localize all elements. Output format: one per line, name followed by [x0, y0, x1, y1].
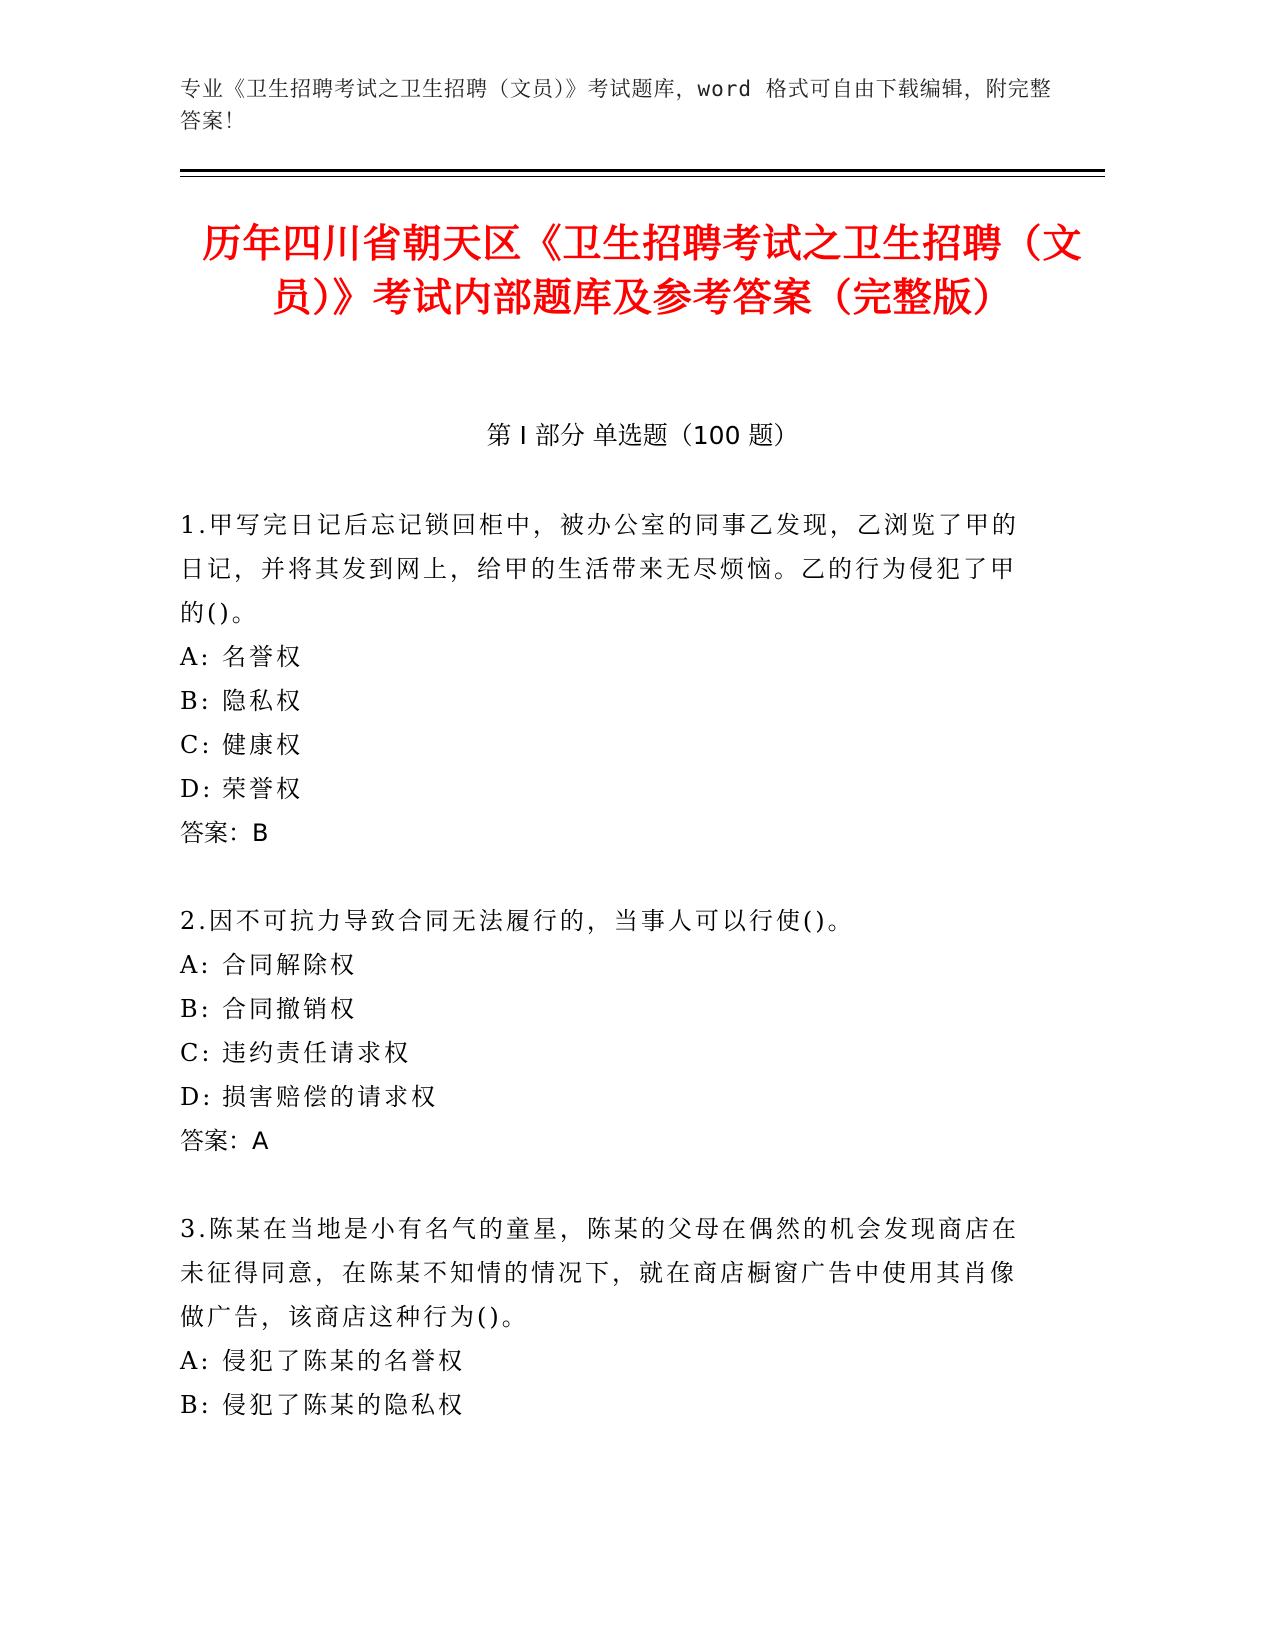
option-text: 侵犯了陈某的隐私权	[222, 1391, 465, 1419]
question-stem: 1.甲写完日记后忘记锁回柜中，被办公室的同事乙发现，乙浏览了甲的日记，并将其发到网上，给甲的生活带来无尽烦恼。乙的行为侵犯了甲的()。	[180, 511, 1019, 627]
option-letter: A:	[180, 951, 212, 979]
option-text: 名誉权	[222, 643, 303, 671]
answer-line: 答案：A	[180, 1127, 269, 1155]
question-list	[180, 503, 1020, 1471]
option-a	[180, 635, 1020, 679]
option-d	[180, 1075, 1020, 1119]
option-text: 健康权	[222, 731, 303, 759]
option-b	[180, 1383, 1020, 1427]
header-divider-thin	[180, 176, 1105, 177]
section-title: 第 I 部分 单选题（100 题）	[486, 421, 799, 450]
question-3	[180, 1207, 1020, 1427]
option-text: 合同撤销权	[222, 995, 357, 1023]
option-letter: A:	[180, 643, 212, 671]
option-text: 侵犯了陈某的名誉权	[222, 1347, 465, 1375]
header-note: 专业《卫生招聘考试之卫生招聘（文员）》考试题库，word 格式可自由下载编辑，附完整答案！	[180, 77, 1052, 133]
option-letter: C:	[180, 731, 213, 759]
option-text: 损害赔偿的请求权	[222, 1083, 438, 1111]
option-d	[180, 767, 1020, 811]
option-letter: C:	[180, 1039, 213, 1067]
option-b	[180, 987, 1020, 1031]
question-2	[180, 899, 1020, 1163]
option-text: 合同解除权	[222, 951, 357, 979]
option-letter: D:	[180, 1083, 214, 1111]
option-a	[180, 1339, 1020, 1383]
option-c	[180, 1031, 1020, 1075]
option-letter: B:	[180, 995, 212, 1023]
option-c	[180, 723, 1020, 767]
option-text: 荣誉权	[222, 775, 303, 803]
option-text: 隐私权	[222, 687, 303, 715]
document-title: 历年四川省朝天区《卫生招聘考试之卫生招聘（文员）》考试内部题库及参考答案（完整版）	[202, 222, 1083, 321]
option-letter: D:	[180, 775, 214, 803]
option-b	[180, 679, 1020, 723]
question-stem: 2.因不可抗力导致合同无法履行的，当事人可以行使()。	[180, 907, 855, 935]
question-stem: 3.陈某在当地是小有名气的童星，陈某的父母在偶然的机会发现商店在未征得同意，在陈某不知情的情况下，就在商店橱窗广告中使用其肖像做广告，该商店这种行为()。	[180, 1215, 1019, 1331]
option-letter: B:	[180, 1391, 212, 1419]
option-letter: B:	[180, 687, 212, 715]
header-divider-thick	[180, 169, 1105, 172]
question-1	[180, 503, 1020, 855]
option-text: 违约责任请求权	[222, 1039, 411, 1067]
option-a	[180, 943, 1020, 987]
answer-line: 答案：B	[180, 819, 269, 847]
option-letter: A:	[180, 1347, 212, 1375]
